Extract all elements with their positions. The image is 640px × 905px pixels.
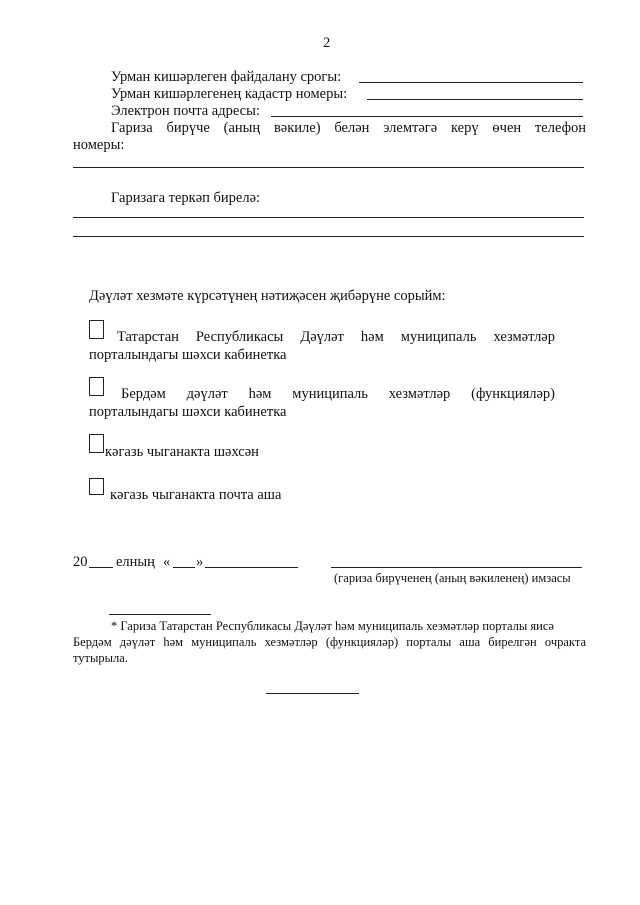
option-portal-rt-line1: Татарстан Республикасы Дәүләт һәм муниципаль хезмәтләр: [117, 329, 555, 345]
option-paper-personal-label: кәгазь чыганакта шәхсән: [105, 444, 259, 460]
cadastre-label: Урман кишәрлегенең кадастр номеры:: [111, 86, 348, 102]
footnote-separator: [109, 614, 211, 615]
delivery-heading: Дәүләт хезмәте күрсәтүнең нәтиҗәсен җибәрүне сорыйм:: [89, 288, 446, 304]
option-unified-portal-line2: порталындагы шәхси кабинетка: [89, 404, 287, 420]
date-year-field[interactable]: [89, 567, 113, 568]
end-separator: [266, 693, 359, 694]
option-paper-mail-checkbox[interactable]: [89, 478, 104, 495]
usage-term-field-line[interactable]: [359, 82, 583, 83]
option-unified-portal-line1: Бердәм дәүләт һәм муниципаль хезмәтләр (функцияләр): [121, 386, 555, 402]
option-paper-personal-checkbox[interactable]: [89, 434, 104, 453]
email-label: Электрон почта адресы:: [111, 103, 260, 119]
cadastre-field-line[interactable]: [367, 99, 583, 100]
usage-term-label: Урман кишәрлеген файдалану срогы:: [111, 69, 342, 85]
date-quote-open: «: [163, 554, 171, 570]
phone-label-line1: Гариза бирүче (аның вәкиле) белән элемтәгә керү өчен телефон: [111, 120, 586, 136]
option-portal-rt-line2: порталындагы шәхси кабинетка: [89, 347, 287, 363]
date-month-field[interactable]: [205, 567, 298, 568]
email-field-line[interactable]: [271, 116, 583, 117]
option-paper-mail-label: кәгазь чыганакта почта аша: [110, 487, 282, 503]
phone-label-line2: номеры:: [73, 137, 125, 153]
page-number: 2: [323, 35, 331, 51]
phone-field-line[interactable]: [73, 167, 584, 168]
option-unified-portal-checkbox[interactable]: [89, 377, 104, 396]
footnote-line3: тутырыла.: [73, 651, 128, 665]
attached-label: Гаризага теркәп бирелә:: [111, 190, 261, 206]
signature-caption: (гариза бирүченең (аның вәкиленең) имзасы: [334, 571, 571, 585]
footnote-line1: * Гариза Татарстан Республикасы Дәүләт һәм муниципаль хезмәтләр порталы яисә: [111, 619, 554, 633]
date-quote-close: »: [196, 554, 204, 570]
attached-field-line-2[interactable]: [73, 236, 584, 237]
option-portal-rt-checkbox[interactable]: [89, 320, 104, 339]
date-day-field[interactable]: [173, 567, 195, 568]
attached-field-line-1[interactable]: [73, 217, 584, 218]
footnote-line2: Бердәм дәүләт һәм муниципаль хезмәтләр (функцияләр) порталы аша бирелгән очракта: [73, 635, 586, 649]
signature-field-line[interactable]: [331, 567, 582, 568]
date-year-prefix: 20: [73, 554, 88, 570]
date-year-suffix: елның: [116, 554, 155, 570]
